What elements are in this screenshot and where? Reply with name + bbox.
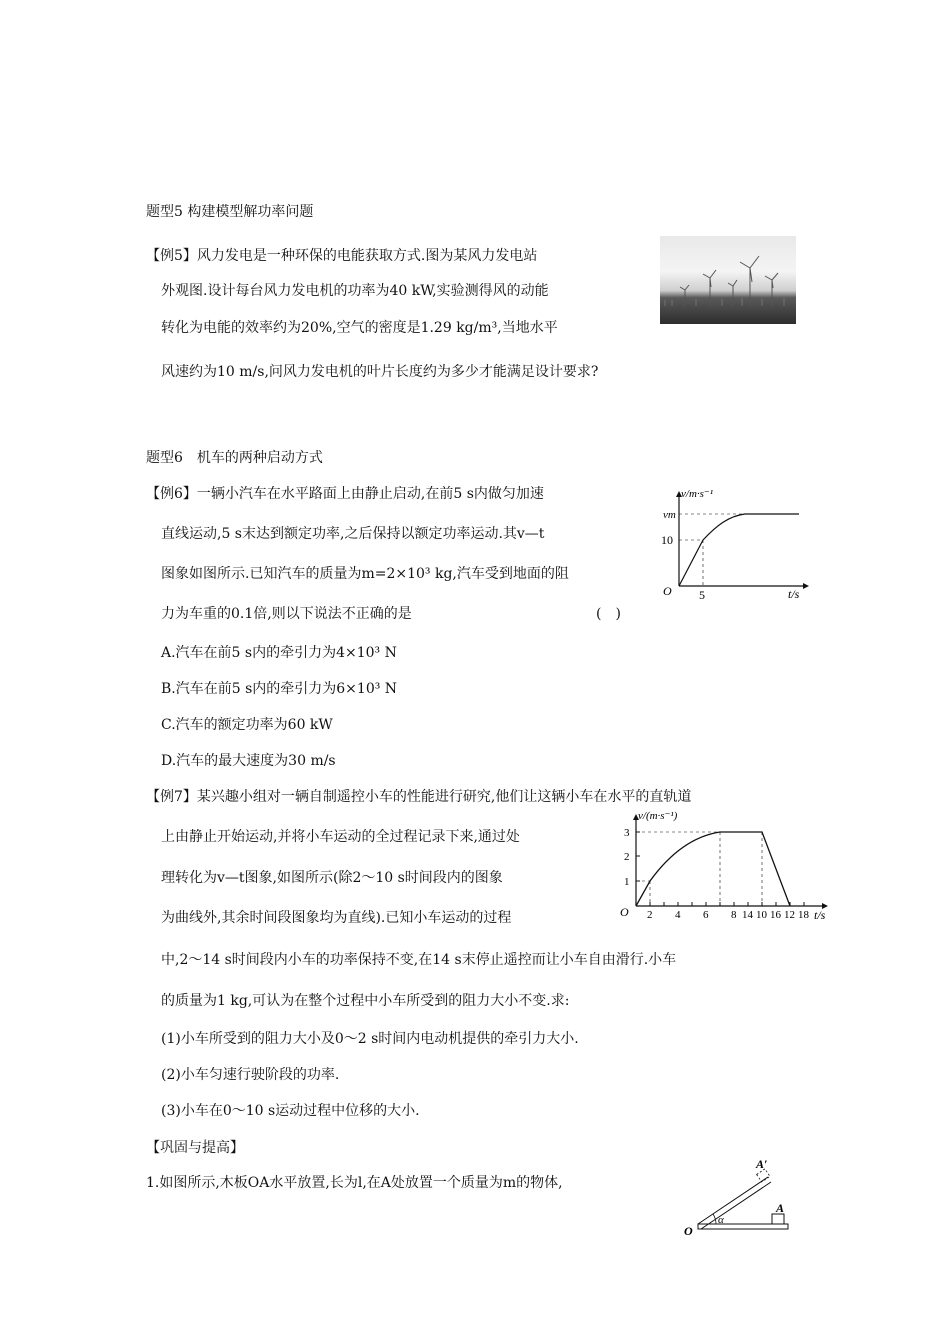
x-axis-label: t/s bbox=[814, 908, 826, 922]
x-tick-label: 4 bbox=[675, 909, 681, 921]
x-tick-label: 2 bbox=[647, 909, 653, 921]
x-tick-label: 8 bbox=[731, 909, 737, 921]
example5-line: 转化为电能的效率约为20%,空气的密度是1.29 kg/m³,当地水平 bbox=[161, 320, 558, 336]
example5-label: 【例5】 bbox=[146, 248, 197, 264]
example7-line: 上由静止开始运动,并将小车运动的全过程记录下来,通过处 bbox=[161, 829, 520, 845]
y-axis-label: v/m·s⁻¹ bbox=[681, 488, 714, 500]
object-a bbox=[772, 1214, 784, 1224]
y-tick-label: 2 bbox=[624, 851, 630, 863]
consolidate-q1: 1.如图所示,木板OA水平放置,长为l,在A处放置一个质量为m的物体, bbox=[146, 1175, 563, 1191]
x-tick-label: 10 bbox=[756, 909, 767, 921]
example7-line: 某兴趣小组对一辆自制遥控小车的性能进行研究,他们让这辆小车在水平的直轨道 bbox=[196, 789, 692, 805]
option-a: A.汽车在前5 s内的牵引力为4×10³ N bbox=[161, 645, 397, 661]
type6-title: 题型6 机车的两种启动方式 bbox=[146, 450, 323, 466]
example6-line: 一辆小汽车在水平路面上由静止启动,在前5 s内做匀加速 bbox=[196, 486, 544, 502]
vt-curve bbox=[636, 832, 790, 906]
angle-alpha-label: α bbox=[718, 1214, 724, 1226]
option-d: D.汽车的最大速度为30 m/s bbox=[161, 753, 336, 769]
y-tick-label: 1 bbox=[624, 876, 630, 888]
type5-title: 题型5 构建模型解功率问题 bbox=[146, 204, 314, 220]
example5-line: 风速约为10 m/s,问风力发电机的叶片长度约为多少才能满足设计要求? bbox=[161, 364, 599, 380]
x-tick-5: 5 bbox=[699, 588, 705, 602]
answer-blank: ( ) bbox=[596, 606, 621, 622]
question-1: (1)小车所受到的阻力大小及0～2 s时间内电动机提供的牵引力大小. bbox=[161, 1031, 579, 1047]
point-a-prime-label: A′ bbox=[756, 1157, 768, 1171]
example5 bbox=[146, 246, 537, 266]
option-b: B.汽车在前5 s内的牵引力为6×10³ N bbox=[161, 681, 398, 697]
option-c: C.汽车的额定功率为60 kW bbox=[161, 717, 333, 733]
vm-label: vm bbox=[663, 509, 676, 521]
x-tick-label: 6 bbox=[703, 909, 709, 921]
y-tick-10: 10 bbox=[661, 533, 673, 547]
example7-vt-graph bbox=[616, 808, 840, 923]
question-3: (3)小车在0～10 s运动过程中位移的大小. bbox=[161, 1103, 420, 1119]
x-tick-label: 14 bbox=[742, 909, 753, 921]
example6-label: 【例6】 bbox=[146, 486, 197, 502]
x-tick-label: 18 bbox=[798, 909, 809, 921]
board-figure bbox=[680, 1155, 798, 1240]
y-tick-label: 3 bbox=[624, 827, 630, 839]
x-axis-label: t/s bbox=[788, 587, 800, 601]
example6 bbox=[146, 484, 544, 504]
consolidate-title: 【巩固与提高】 bbox=[146, 1140, 244, 1156]
y-axis-label: v/(m·s⁻¹) bbox=[638, 810, 678, 822]
example7-line: 中,2～14 s时间段内小车的功率保持不变,在14 s末停止遥控而让小车自由滑行.小车 bbox=[161, 952, 677, 968]
example5-line: 外观图.设计每台风力发电机的功率为40 kW,实验测得风的动能 bbox=[161, 283, 549, 299]
origin-label: O bbox=[663, 584, 672, 598]
point-a-label: A bbox=[776, 1201, 785, 1215]
example7-label: 【例7】 bbox=[146, 789, 197, 805]
tilted-board bbox=[698, 1177, 768, 1224]
wind-farm-photo bbox=[660, 236, 796, 324]
x-tick-label: 12 bbox=[784, 909, 795, 921]
example7 bbox=[146, 787, 691, 807]
x-tick-label: 16 bbox=[770, 909, 781, 921]
origin-label: O bbox=[620, 905, 629, 919]
point-o-label: O bbox=[684, 1224, 693, 1238]
example6-line: 直线运动,5 s末达到额定功率,之后保持以额定功率运动.其v—t bbox=[161, 526, 545, 542]
example7-line: 为曲线外,其余时间段图象均为直线).已知小车运动的过程 bbox=[161, 910, 512, 926]
example6-line: 力为车重的0.1倍,则以下说法不正确的是 bbox=[161, 606, 412, 622]
vt-curve bbox=[679, 514, 799, 586]
example7-line: 的质量为1 kg,可认为在整个过程中小车所受到的阻力大小不变.求: bbox=[161, 993, 570, 1009]
example6-line: 图象如图所示.已知汽车的质量为m=2×10³ kg,汽车受到地面的阻 bbox=[161, 566, 569, 582]
example6-vt-graph bbox=[655, 483, 815, 603]
example5-line: 风力发电是一种环保的电能获取方式.图为某风力发电站 bbox=[196, 248, 538, 264]
example7-line: 理转化为v—t图象,如图所示(除2～10 s时间段内的图象 bbox=[161, 870, 503, 886]
board-oa bbox=[698, 1224, 788, 1229]
question-2: (2)小车匀速行驶阶段的功率. bbox=[161, 1067, 340, 1083]
